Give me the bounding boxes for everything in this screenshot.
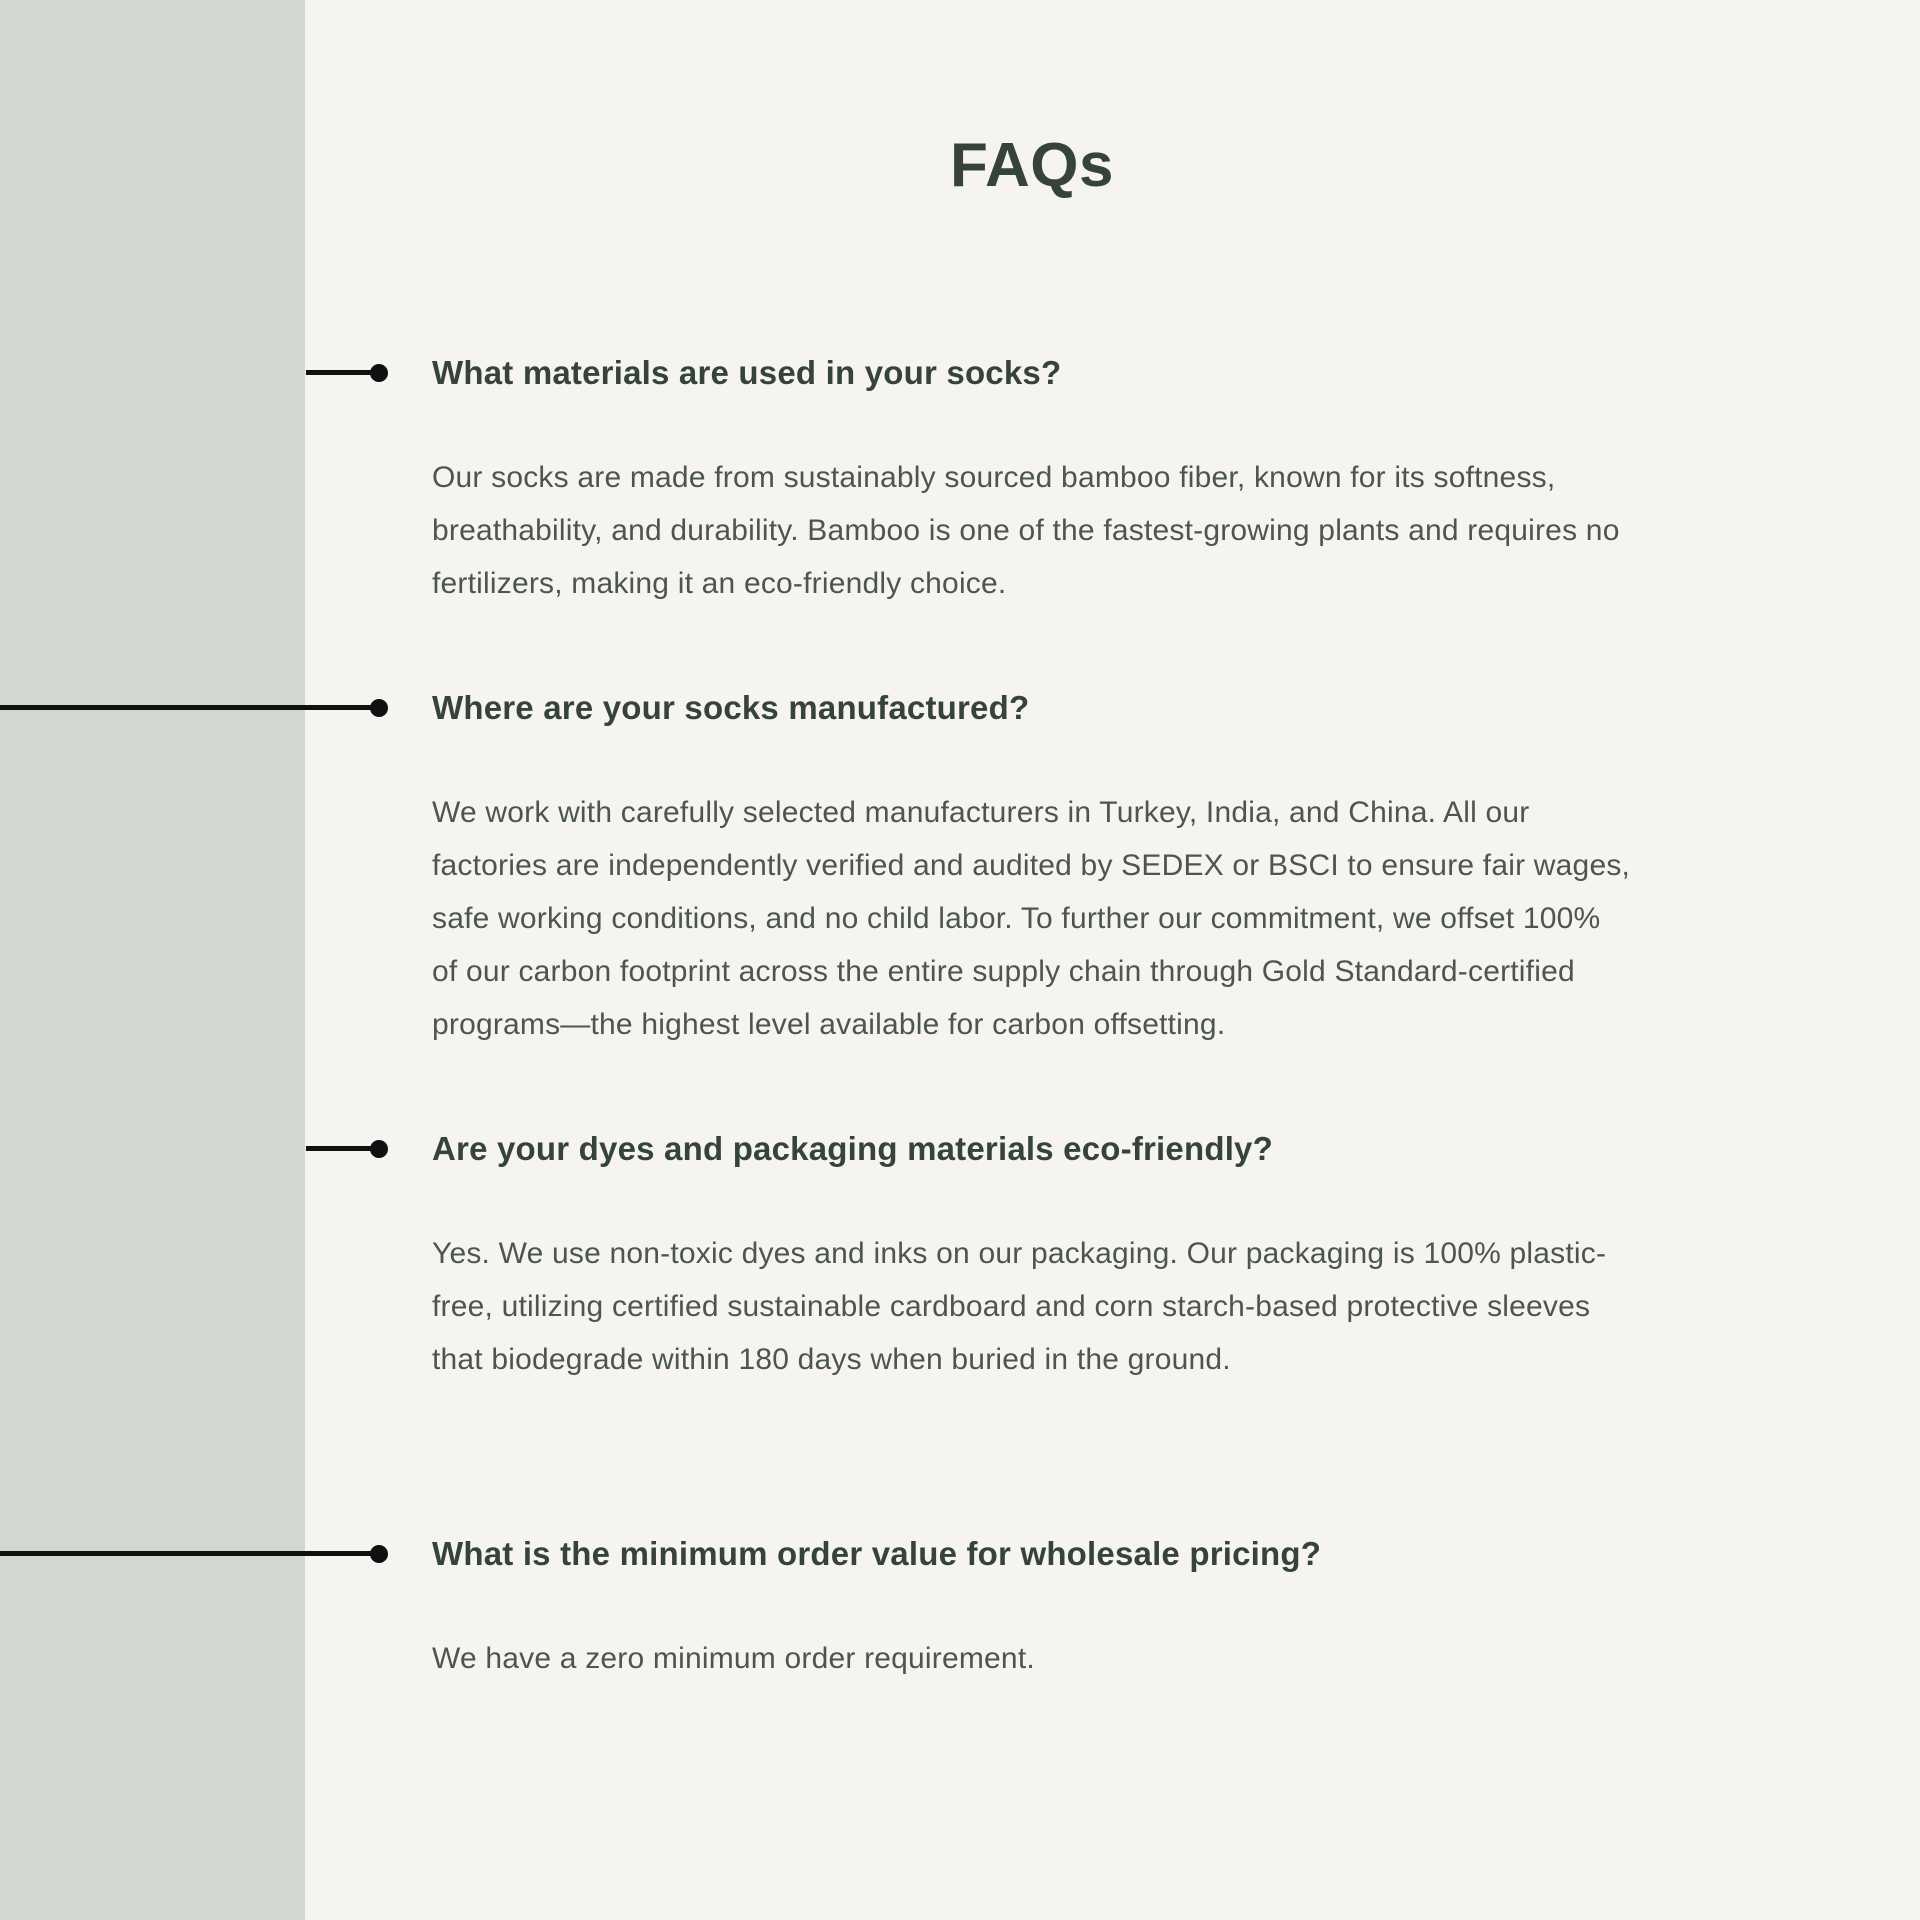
faq-item [432,353,1632,610]
connector-dot-icon [370,699,388,717]
faq-question-text: What materials are used in your socks? [432,354,1062,391]
faq-question [432,353,1632,393]
faq-question-text: Are your dyes and packaging materials eco-friendly? [432,1130,1273,1167]
connector-dot-icon [370,364,388,382]
connector-line-icon [0,705,372,710]
sidebar-band [0,0,305,1920]
faq-answer-text: We work with carefully selected manufacturers in Turkey, India, and China. All our factories are independently verified and audited by SEDEX or BSCI to ensure fair wages, safe working conditions, and no child labor. To further our commitment, we offset 100% of our carbon footprint across the entire supply chain through Gold Standard-certified programs—the highest level available for carbon offsetting. [432,796,1631,1041]
faq-content [432,0,1632,1685]
faq-question [432,1534,1632,1574]
faq-item [432,688,1632,1051]
faq-question [432,1129,1632,1169]
connector-line-icon [306,1146,372,1151]
page-title: FAQs [950,131,1114,200]
faq-list [432,353,1632,1685]
connector-line-icon [0,1551,372,1556]
connector-dot-icon [370,1140,388,1158]
faq-item [432,1129,1632,1386]
faq-item [432,1534,1632,1685]
faq-answer-text: Our socks are made from sustainably sourced bamboo fiber, known for its softness, breathability, and durability. Bamboo is one of the fastest-growing plants and requires no fertilizers, making it an eco-friendly choice. [432,461,1620,600]
connector-line-icon [306,370,372,375]
faq-question-text: Where are your socks manufactured? [432,689,1030,726]
faq-answer-text: We have a zero minimum order requirement. [432,1642,1035,1675]
faq-question [432,688,1632,728]
faq-answer-text: Yes. We use non-toxic dyes and inks on our packaging. Our packaging is 100% plastic-free, utilizing certified sustainable cardboard and corn starch-based protective sleeves that biodegrade within 180 days when buried in the ground. [432,1237,1607,1376]
connector-dot-icon [370,1545,388,1563]
faq-question-text: What is the minimum order value for wholesale pricing? [432,1535,1322,1572]
